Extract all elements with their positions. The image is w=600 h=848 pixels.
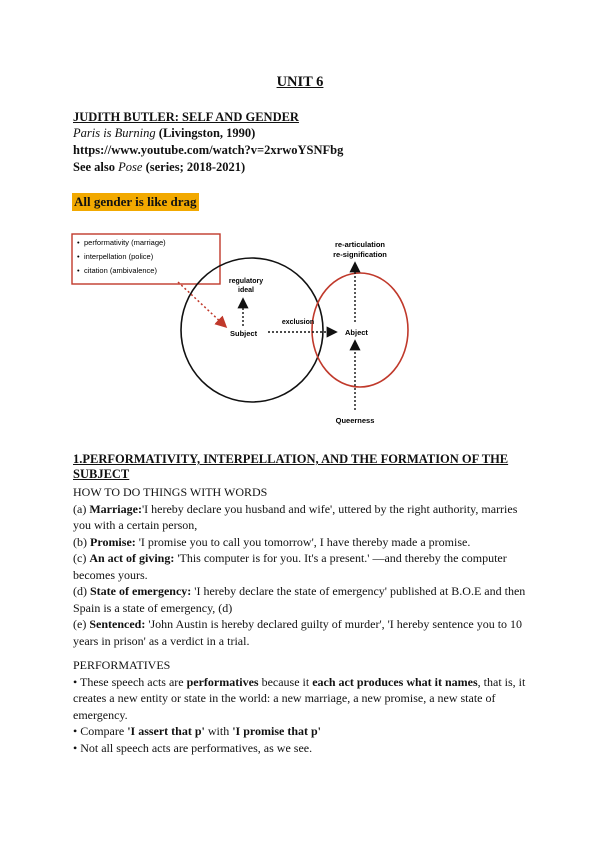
rearticulation-label: re-articulation [334, 240, 386, 249]
list-bullet: • [77, 252, 80, 261]
list-bullet: • [77, 238, 80, 247]
speech-acts-block [73, 484, 528, 649]
queerness-label: Queerness [335, 416, 375, 425]
see-also [73, 160, 245, 175]
performatives-title: PERFORMATIVES [73, 658, 171, 672]
performatives-point-1: • These speech acts are performatives because it each act produces what it names, that is, it creates a new entity or state in the world: a new marriage, a new promise, a new state of emergency. [73, 674, 526, 722]
list-item-performativity: performativity (marriage) [84, 238, 166, 247]
section-heading: JUDITH BUTLER: SELF AND GENDER [73, 110, 299, 124]
performatives-block [73, 657, 528, 756]
film-title: Paris is Burning [73, 126, 156, 140]
list-item-interpellation: interpellation (police) [84, 252, 154, 261]
abject-label: Abject [345, 328, 368, 337]
list-item: (a) Marriage:'I hereby declare you husband and wife', uttered by the right authority, marries you with a certain person, [73, 501, 518, 532]
film-info: (Livingston, 1990) [155, 126, 256, 140]
film-reference [73, 126, 255, 141]
list-item: (b) Promise: 'I promise you to call you tomorrow', I have thereby made a promise. [73, 534, 471, 549]
list-item: (d) State of emergency: 'I hereby declare the state of emergency' published at B.O.E and then Spain is a state of emergency, (d) [73, 584, 526, 615]
list-item: (e) Sentenced: 'John Austin is hereby declared guilty of murder', 'I hereby sentence you to 10 years in prison' as a verdict in a trial. [73, 617, 523, 648]
ideal-label: ideal [238, 287, 254, 294]
resignification-label: re-signification [333, 250, 387, 259]
list-bullet: • [77, 266, 80, 275]
list-item-citation: citation (ambivalence) [84, 266, 157, 275]
see-also-prefix: See also [73, 160, 119, 174]
section-1-title: 1.PERFORMATIVITY, INTERPELLATION, AND THE FORMATION OF THE SUBJECT [73, 452, 509, 481]
list-item: (c) An act of giving: 'This computer is for you. It's a present.' —and thereby the computer becomes yours. [73, 551, 507, 582]
unit-title: UNIT 6 [276, 74, 324, 90]
subject-label: Subject [230, 329, 258, 338]
section-1-subtitle: HOW TO DO THINGS WITH WORDS [73, 485, 268, 499]
series-info: (series; 2018-2021) [142, 160, 246, 174]
highlight-claim: All gender is like drag [74, 194, 197, 209]
video-link[interactable]: https://www.youtube.com/watch?v=2xrwoYSNFbg [73, 143, 344, 157]
performatives-point-3: • Not all speech acts are performatives, as we see. [73, 740, 313, 755]
series-title: Pose [118, 160, 143, 174]
regulatory-label: regulatory [228, 278, 264, 285]
performatives-point-2: • Compare 'I assert that p' with 'I promise that p' [73, 724, 321, 738]
exclusion-label: exclusion [281, 319, 315, 326]
butler-diagram [70, 230, 420, 430]
